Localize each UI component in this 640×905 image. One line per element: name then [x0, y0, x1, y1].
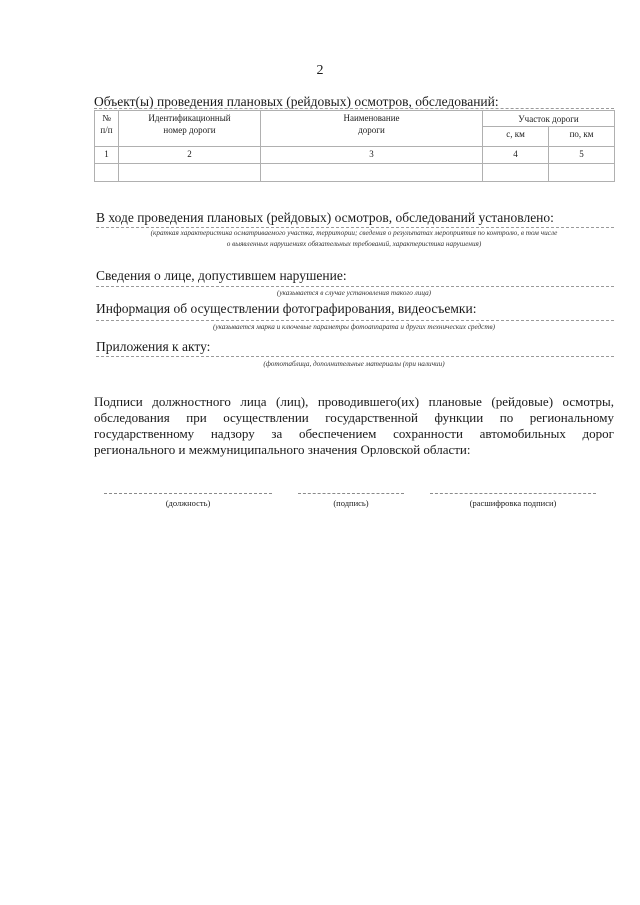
- table-cell: [483, 164, 549, 182]
- established-heading: В ходе проведения плановых (рейдовых) осмотров, обследований установлено:: [96, 210, 554, 225]
- objects-underline: [94, 108, 614, 109]
- violator-hint: (указывается в случае установления такого лица): [276, 289, 432, 297]
- table-cell: [119, 164, 261, 182]
- table-cell: [95, 164, 119, 182]
- decoding-label: (расшифровка подписи): [469, 498, 557, 508]
- signatures-paragraph: Подписи должностного лица (лиц), проводившего(их) плановые (рейдовые) осмотры, обследования при осуществлении государственной функции по региональному государственному надзору за обеспечением сохранности автомобильных дорог регионального и межмуниципального значения Орловской области:: [94, 394, 614, 457]
- photo-underline: [96, 320, 614, 321]
- roads-table: [94, 110, 615, 182]
- table-row-empty: [95, 164, 615, 182]
- objects-heading: Объект(ы) проведения плановых (рейдовых) осмотров, обследований:: [94, 94, 499, 109]
- violator-heading: Сведения о лице, допустившем нарушение:: [96, 268, 347, 283]
- table-row-numbers: [95, 147, 615, 164]
- col-to-km-header: по, км: [549, 127, 615, 147]
- established-underline: [96, 227, 614, 228]
- col-road-section-header: Участок дороги: [483, 111, 615, 127]
- attachments-heading: Приложения к акту:: [96, 339, 211, 354]
- col-number-header: № п/п: [95, 111, 119, 147]
- position-label: (должность): [165, 498, 211, 508]
- table-cell: 2: [119, 147, 261, 164]
- col-road-id-header: Идентификационный номер дороги: [119, 111, 261, 147]
- violator-underline: [96, 286, 614, 287]
- signature-line: [298, 493, 404, 494]
- col-road-name-header: Наименование дороги: [261, 111, 483, 147]
- signature-label: (подпись): [333, 498, 369, 508]
- table-cell: [549, 164, 615, 182]
- attachments-underline: [96, 356, 614, 357]
- table-cell: 3: [261, 147, 483, 164]
- table-cell: 5: [549, 147, 615, 164]
- col-from-km-header: с, км: [483, 127, 549, 147]
- decoding-signature-line: [430, 493, 596, 494]
- photo-heading: Информация об осуществлении фотографирования, видеосъемки:: [96, 301, 477, 316]
- table-cell: [261, 164, 483, 182]
- table-cell: 1: [95, 147, 119, 164]
- established-hint-line1: (краткая характеристика осматриваемого участка, территории; сведения о результатах мероприятия по контролю, в том числе: [150, 229, 558, 237]
- photo-hint: (указывается марка и ключевые параметры фотоаппарата и других технических средств): [212, 323, 496, 331]
- page-number: 2: [316, 63, 324, 78]
- position-signature-line: [104, 493, 272, 494]
- attachments-hint: (фототаблица, дополнительные материалы (при наличии): [263, 360, 445, 368]
- table-cell: 4: [483, 147, 549, 164]
- established-hint-line2: о выявленных нарушениях обязательных требований, характеристика нарушения): [226, 240, 482, 248]
